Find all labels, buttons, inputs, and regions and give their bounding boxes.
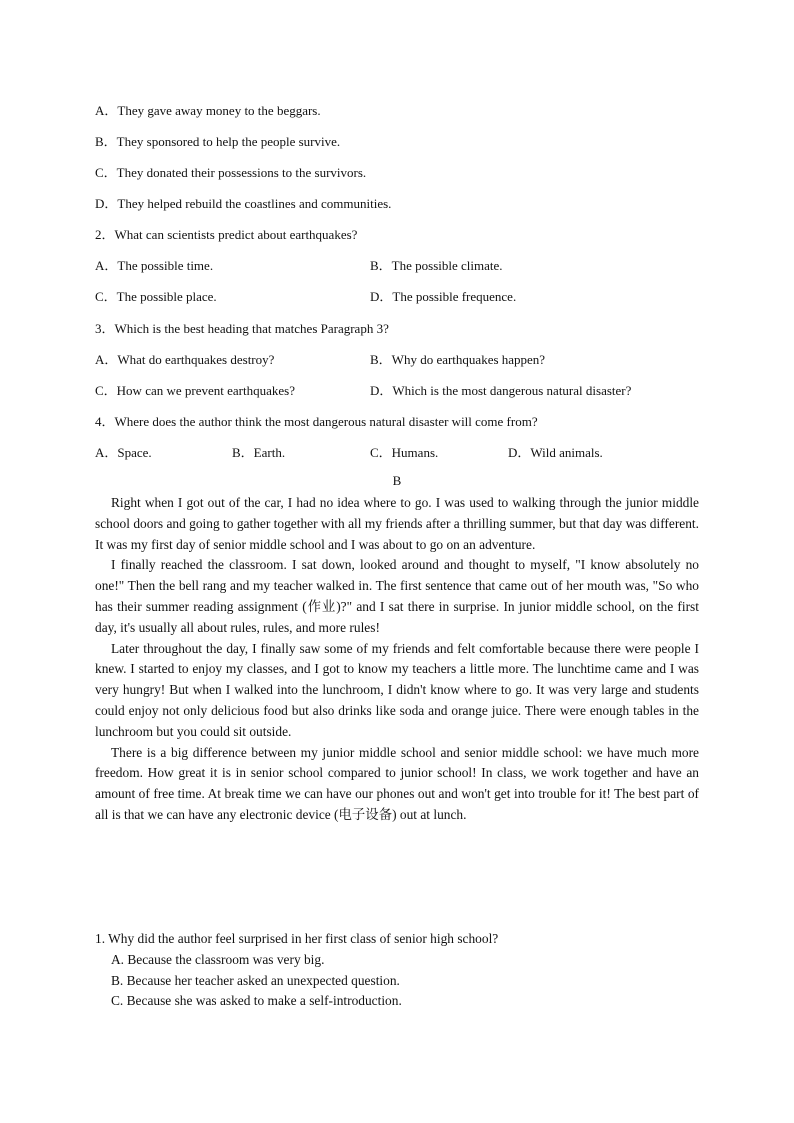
q3-option-c[interactable]: C．How can we prevent earthquakes? [95,383,295,398]
q4-option-a[interactable]: A．Space. [95,445,152,460]
section-b-heading: B [392,473,402,488]
b-q1-option-b[interactable]: B. Because her teacher asked an unexpected question. [111,972,400,988]
option-d[interactable]: D．They helped rebuild the coastlines and communities. [95,196,392,211]
question-3-stem: 3．Which is the best heading that matches Paragraph 3? [95,321,389,336]
option-c[interactable]: C．They donated their possessions to the survivors. [95,165,367,180]
question-2-stem: 2．What can scientists predict about earthquakes? [95,227,358,242]
q4-option-b[interactable]: B．Earth. [232,445,286,460]
question-4-stem: 4．Where does the author think the most dangerous natural disaster will come from? [95,414,538,429]
b-q1-option-a[interactable]: A. Because the classroom was very big. [111,951,325,967]
section-b-question-1 [95,929,699,1012]
reading-passage [95,493,699,826]
q2-option-b[interactable]: B．The possible climate. [370,258,503,273]
passage-paragraph-4: There is a big difference between my junior middle school and senior middle school: we have much more freedom. How great it is in senior school compared to junior school! In class, we work together and have an amount of free time. At break time we can have our phones out and won't get into trouble for it! The best part of all is that we can have any electronic device (电子设备) out at lunch. [95,744,699,822]
q4-option-c[interactable]: C．Humans. [370,445,439,460]
option-b[interactable]: B．They sponsored to help the people survive. [95,134,341,149]
q2-option-a[interactable]: A．The possible time. [95,258,214,273]
q3-option-a[interactable]: A．What do earthquakes destroy? [95,352,275,367]
b-question-1-stem: 1. Why did the author feel surprised in her first class of senior high school? [95,931,499,946]
q2-option-c[interactable]: C．The possible place. [95,289,217,304]
b-q1-option-c[interactable]: C. Because she was asked to make a self-introduction. [111,993,402,1009]
q2-option-d[interactable]: D．The possible frequence. [370,289,517,304]
q4-option-d[interactable]: D．Wild animals. [508,445,603,460]
option-a[interactable]: A．They gave away money to the beggars. [95,103,321,118]
passage-paragraph-3: Later throughout the day, I finally saw some of my friends and felt comfortable because there were people I knew. I started to enjoy my classes, and I got to know my teachers a little more. The lunchtime came and I was very hungry! But when I walked into the lunchroom, I didn't know where to go. It was very large and students could enjoy not only delicious food but also drinks like soda and orange juice. There were enough tables in the lunchroom but you could sit outside. [95,640,699,739]
q3-option-b[interactable]: B．Why do earthquakes happen? [370,352,546,367]
passage-paragraph-1: Right when I got out of the car, I had no idea where to go. I was used to walking through the junior middle school doors and going to gather together with all my friends after a thrilling summer, but that day was different. It was my first day of senior middle school and I was about to go on an adventure. [95,495,699,552]
passage-paragraph-2: I finally reached the classroom. I sat down, looked around and thought to myself, "I know absolutely no one!" Then the bell rang and my teacher walked in. The first sentence that came out of her mouth was, "So who has their summer reading assignment (作业)?" and I sat there in surprise. In junior middle school, on the first day, it's usually all about rules, rules, and more rules! [95,557,699,635]
q3-option-d[interactable]: D．Which is the most dangerous natural disaster? [370,383,632,398]
